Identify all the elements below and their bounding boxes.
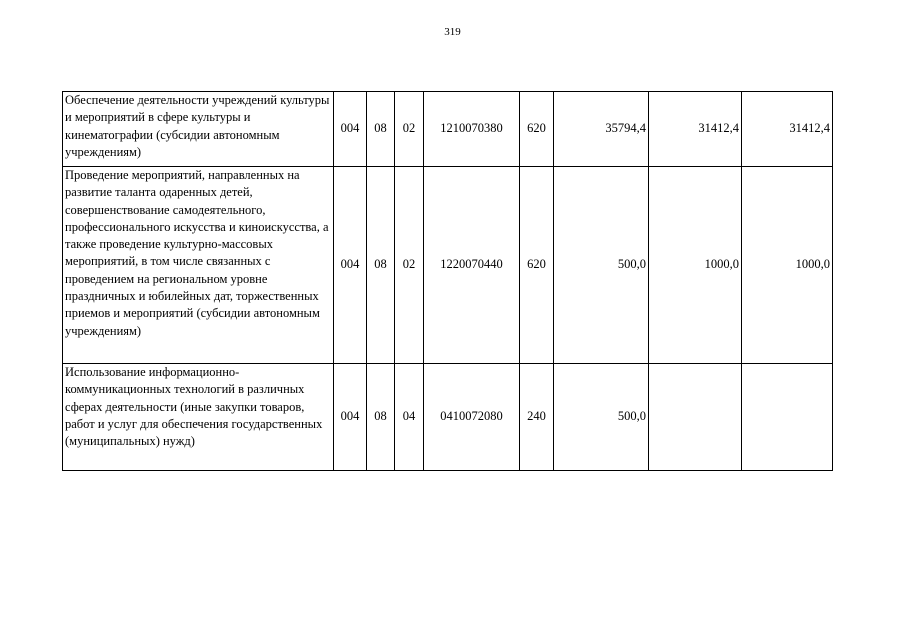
target-article-code: 0410072080	[424, 364, 520, 471]
amount-year-1: 500,0	[554, 167, 649, 364]
row-description: Использование информационно-коммуникационных технологий в различных сферах деятельности (иные закупки товаров, работ и услуг для обеспечения государственных (муниципальных) нужд)	[63, 364, 334, 471]
table-row	[63, 167, 833, 364]
subsection-code: 02	[395, 92, 424, 167]
ministry-code: 004	[334, 364, 367, 471]
expense-type-code: 620	[520, 167, 554, 364]
ministry-code: 004	[334, 167, 367, 364]
amount-year-2: 31412,4	[649, 92, 742, 167]
table-row	[63, 364, 833, 471]
page-number: 319	[444, 26, 461, 38]
section-code: 08	[367, 167, 395, 364]
row-description: Проведение мероприятий, направленных на развитие таланта одаренных детей, совершенствование самодеятельного, профессионального искусства и киноискусства, а также проведение культурно-массовых мероприятий, в том числе связанных с проведением на региональном уровне праздничных и юбилейных дат, торжественных приемов и мероприятий (субсидии автономным учреждениям)	[63, 167, 334, 364]
ministry-code: 004	[334, 92, 367, 167]
amount-year-2	[649, 364, 742, 471]
target-article-code: 1220070440	[424, 167, 520, 364]
table-row	[63, 92, 833, 167]
amount-year-3: 31412,4	[742, 92, 833, 167]
amount-year-3	[742, 364, 833, 471]
budget-table	[62, 91, 833, 471]
subsection-code: 04	[395, 364, 424, 471]
amount-year-2: 1000,0	[649, 167, 742, 364]
section-code: 08	[367, 92, 395, 167]
expense-type-code: 240	[520, 364, 554, 471]
amount-year-3: 1000,0	[742, 167, 833, 364]
target-article-code: 1210070380	[424, 92, 520, 167]
subsection-code: 02	[395, 167, 424, 364]
section-code: 08	[367, 364, 395, 471]
row-description: Обеспечение деятельности учреждений культуры и мероприятий в сфере культуры и кинематографии (субсидии автономным учреждениям)	[63, 92, 334, 167]
amount-year-1: 35794,4	[554, 92, 649, 167]
expense-type-code: 620	[520, 92, 554, 167]
amount-year-1: 500,0	[554, 364, 649, 471]
